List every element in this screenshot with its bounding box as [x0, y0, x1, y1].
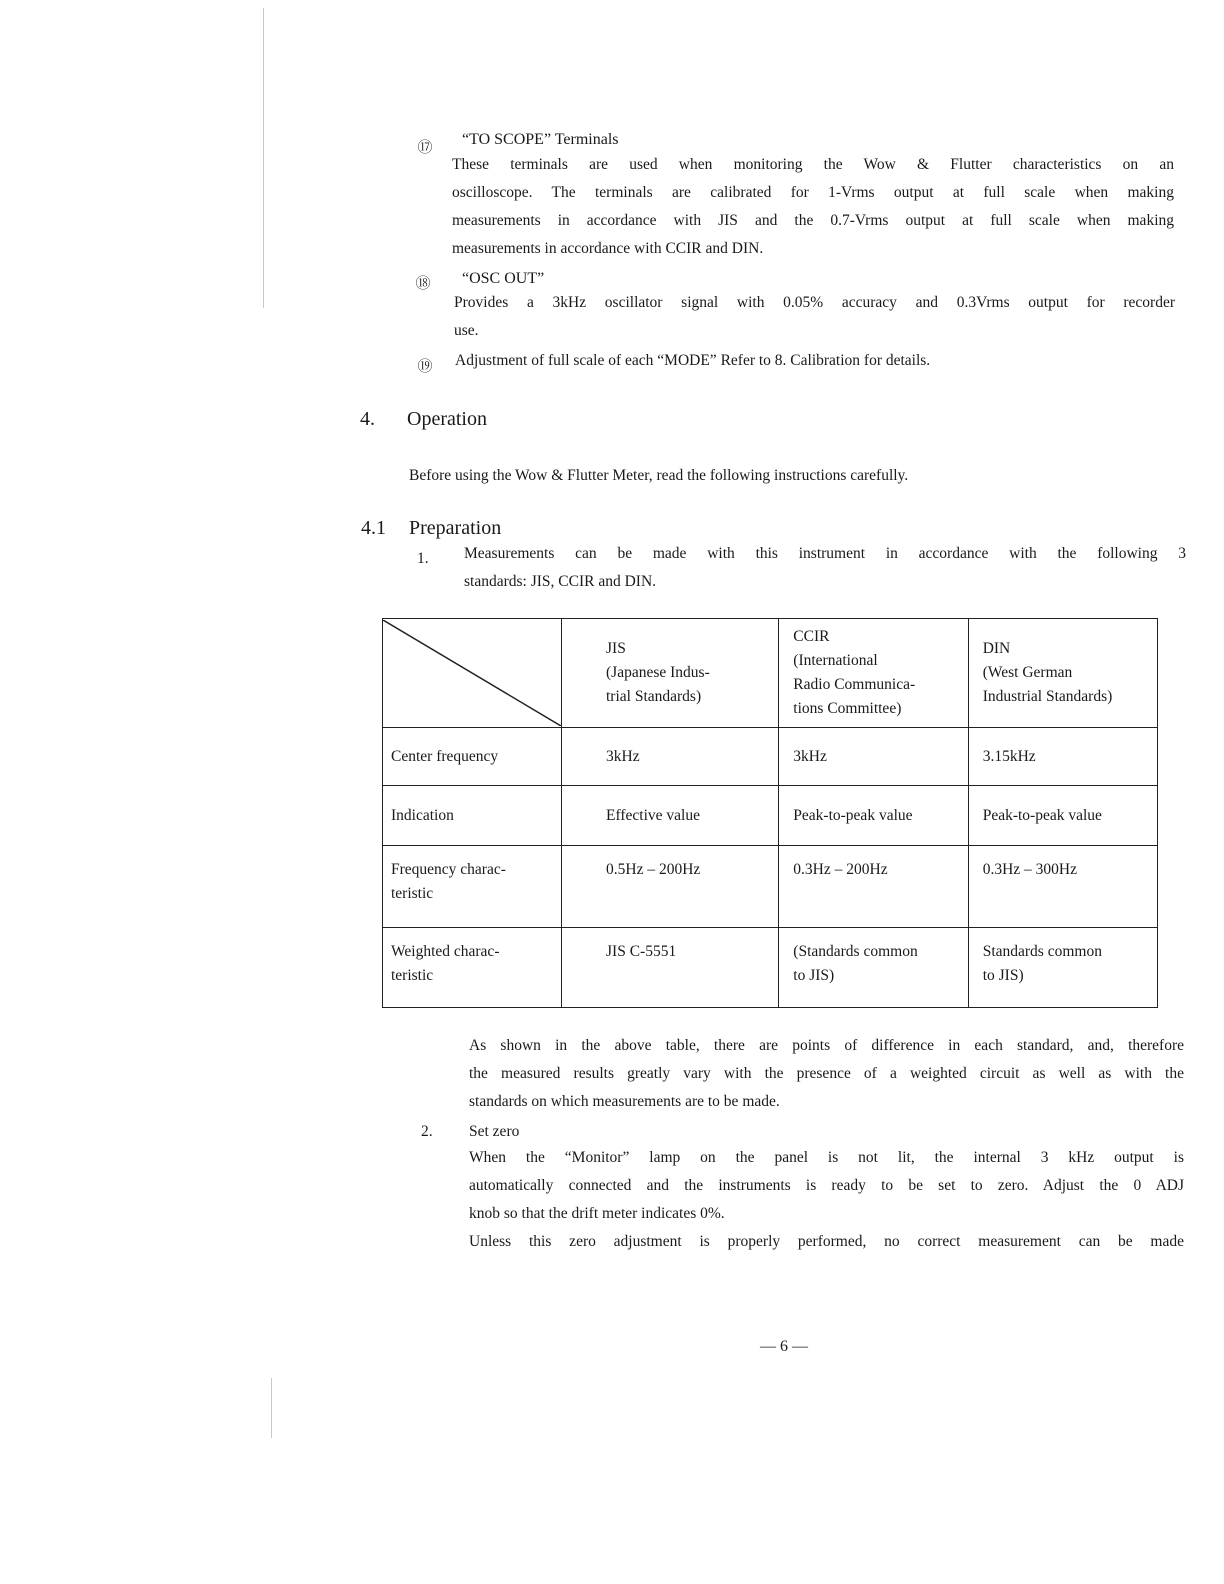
- item-title-osc-out: “OSC OUT”: [462, 270, 545, 287]
- text-line: These terminals are used when monitoring the Wow & Flutter characteristics on an: [452, 156, 1174, 173]
- header-line: Industrial Standards): [982, 688, 1113, 705]
- header-line: Radio Communica-: [793, 676, 916, 693]
- header-cell-ccir: [779, 619, 968, 728]
- text-line: measurements in accordance with CCIR and DIN.: [452, 240, 764, 257]
- item-marker-18: ⑱: [415, 276, 431, 292]
- step-text-2: [469, 1144, 1184, 1256]
- table-cell: Peak-to-peak value: [968, 786, 1157, 846]
- header-line: CCIR: [793, 628, 830, 645]
- row-label-line: Frequency charac-: [391, 861, 506, 878]
- text-line: measurements in accordance with JIS and the 0.7-Vrms output at full scale when making: [452, 212, 1174, 229]
- section-intro: Before using the Wow & Flutter Meter, read the following instructions carefully.: [409, 467, 909, 484]
- header-line: JIS: [606, 640, 626, 657]
- text-line: knob so that the drift meter indicates 0%.: [469, 1205, 725, 1222]
- standards-table: [382, 618, 1158, 1008]
- item-title-to-scope: “TO SCOPE” Terminals: [462, 131, 619, 148]
- header-cell-din: [968, 619, 1157, 728]
- diagonal-corner-cell: [383, 619, 562, 728]
- item-marker-19: ⑲: [417, 359, 433, 375]
- subsection-title: Preparation: [409, 517, 502, 539]
- text-line: use.: [454, 322, 479, 339]
- step-number-1: 1.: [417, 550, 429, 567]
- table-cell: 3.15kHz: [968, 728, 1157, 786]
- scan-edge-line: [263, 8, 264, 308]
- item-marker-17: ⑰: [417, 140, 433, 156]
- cell-line: Standards common: [982, 943, 1102, 960]
- table-cell: 0.5Hz – 200Hz: [562, 846, 779, 928]
- section-number: 4.: [360, 408, 375, 430]
- text-line: Unless this zero adjustment is properly performed, no correct measurement can be made: [469, 1233, 1184, 1250]
- table-cell: [779, 928, 968, 1008]
- table-row: [383, 928, 1158, 1008]
- table-cell: 3kHz: [779, 728, 968, 786]
- table-header-row: [383, 619, 1158, 728]
- row-label: Indication: [383, 786, 562, 846]
- text-line: oscilloscope. The terminals are calibrated for 1-Vrms output at full scale when making: [452, 184, 1174, 201]
- header-cell-jis: [562, 619, 779, 728]
- text-line: the measured results greatly vary with the presence of a weighted circuit as well as with the: [469, 1065, 1184, 1082]
- item-desc-osc-out: [454, 289, 1175, 345]
- step-text-1: [464, 540, 1186, 596]
- table-row: [383, 786, 1158, 846]
- text-line: automatically connected and the instruments is ready to be set to zero. Adjust the 0 ADJ: [469, 1177, 1184, 1194]
- row-label-line: Weighted charac-: [391, 943, 500, 960]
- row-label-line: teristic: [391, 885, 434, 902]
- header-line: DIN: [982, 640, 1011, 657]
- row-label: Center frequency: [383, 728, 562, 786]
- subsection-number: 4.1: [361, 517, 386, 539]
- page-number: — 6 —: [760, 1338, 808, 1355]
- table-cell: 0.3Hz – 200Hz: [779, 846, 968, 928]
- item-desc-adjustment: Adjustment of full scale of each “MODE” Refer to 8. Calibration for details.: [455, 352, 931, 369]
- row-label: [383, 846, 562, 928]
- table-cell: 0.3Hz – 300Hz: [968, 846, 1157, 928]
- text-line: As shown in the above table, there are points of difference in each standard, and, therefore: [469, 1037, 1184, 1054]
- header-line: trial Standards): [606, 688, 702, 705]
- item-desc-to-scope: [452, 151, 1174, 263]
- header-line: (West German: [982, 664, 1073, 681]
- step-title-2: Set zero: [469, 1123, 520, 1140]
- text-line: standards: JIS, CCIR and DIN.: [464, 573, 657, 590]
- diagonal-line: [383, 620, 561, 726]
- table-note: [469, 1032, 1184, 1116]
- row-label-line: teristic: [391, 967, 434, 984]
- cell-line: to JIS): [793, 967, 835, 984]
- table-cell: Effective value: [562, 786, 779, 846]
- table-cell: Peak-to-peak value: [779, 786, 968, 846]
- text-line: Measurements can be made with this instrument in accordance with the following 3: [464, 545, 1186, 562]
- table-cell: 3kHz: [562, 728, 779, 786]
- table-row: [383, 846, 1158, 928]
- table-cell: JIS C-5551: [562, 928, 779, 1008]
- header-line: tions Committee): [793, 700, 902, 717]
- text-line: Provides a 3kHz oscillator signal with 0.05% accuracy and 0.3Vrms output for recorder: [454, 294, 1175, 311]
- header-line: (International: [793, 652, 878, 669]
- text-line: When the “Monitor” lamp on the panel is not lit, the internal 3 kHz output is: [469, 1149, 1184, 1166]
- cell-line: to JIS): [982, 967, 1024, 984]
- row-label: [383, 928, 562, 1008]
- table-cell: [968, 928, 1157, 1008]
- section-title: Operation: [407, 408, 487, 430]
- step-number-2: 2.: [421, 1123, 433, 1140]
- text-line: standards on which measurements are to be made.: [469, 1093, 780, 1110]
- table-row: [383, 728, 1158, 786]
- cell-line: (Standards common: [793, 943, 918, 960]
- header-line: (Japanese Indus-: [606, 664, 710, 681]
- scan-edge-line: [271, 1378, 272, 1438]
